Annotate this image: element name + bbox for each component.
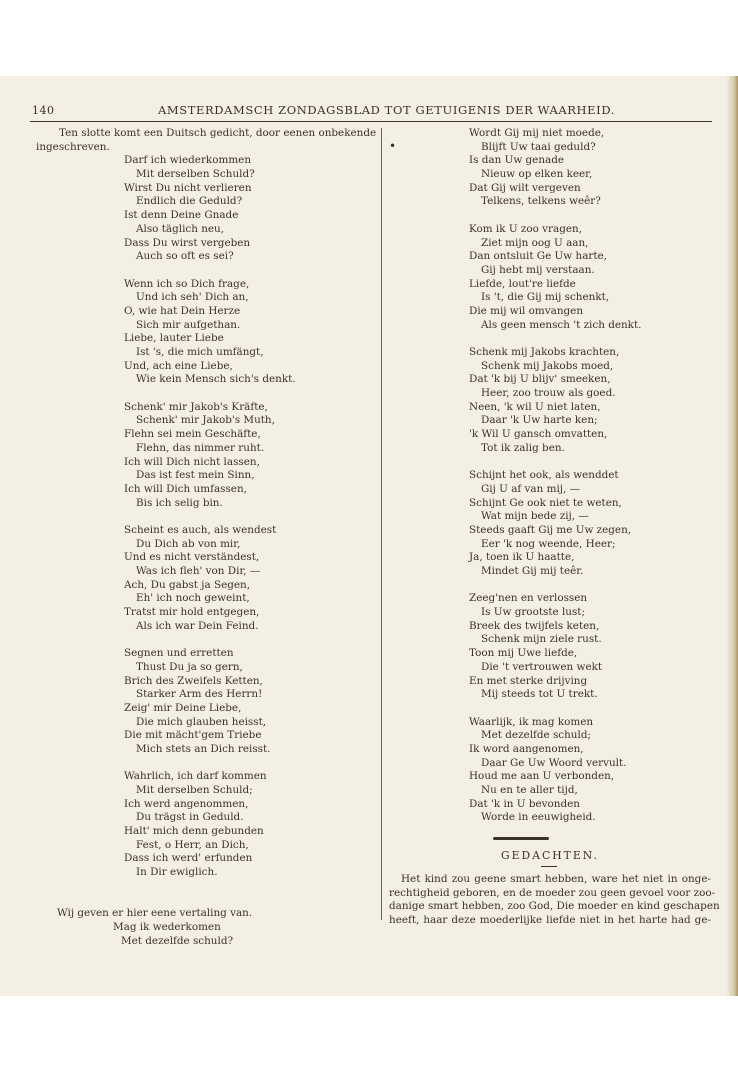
poem-line: Ach, Du gabst ja Segen, [124,578,251,591]
prose-line: rechtigheid geboren, en de moeder zou geen gevoel voor zoo- [389,886,716,899]
poem-line: Und ich seh' Dich an, [136,291,249,304]
stanza-gap [389,209,711,223]
poem-line: Gij U af van mij, — [481,482,581,495]
poem-line: Dass Du wirst vergeben [124,236,251,249]
stanza-gap [50,894,372,908]
poem-line: Flehn, das nimmer ruht. [136,441,265,454]
poem-line: Dass ich werd' erfunden [124,852,253,865]
poem-line: Ich werd angenommen, [124,797,249,810]
poem-line: Auch so oft es sei? [136,250,234,263]
running-head: AMSTERDAMSCH ZONDAGSBLAD TOT GETUIGENIS DER WAARHEID. [158,103,615,117]
stanza-gap [50,387,372,401]
poem-stanza [50,278,372,388]
poem-line: Ist denn Deine Gnade [124,209,239,222]
poem-stanza [389,346,711,456]
poem-line: Houd me aan U verbonden, [469,770,615,783]
poem-line: Wahrlich, ich darf kommen [124,770,267,783]
poem-line: Met dezelfde schuld; [481,729,591,742]
poem-line: Is dan Uw genade [469,154,565,167]
poem-line: Schijnt Ge ook niet te weten, [469,496,622,509]
poem-stanza [50,770,372,880]
poem-line: Die mij wil omvangen [469,304,584,317]
poem-line: Wenn ich so Dich frage, [124,277,250,290]
poem-line: Zeig' mir Deine Liebe, [124,701,242,714]
right-column [389,127,720,927]
stanza-gap [50,264,372,278]
poem-line: Toon mij Uwe liefde, [469,647,578,660]
poem-line: Blijft Uw taai geduld? [481,140,596,153]
poem-line: Wie kein Mensch sich's denkt. [136,373,296,386]
poem-line: Gij hebt mij verstaan. [481,263,595,276]
poem-line: Scheint es auch, als wendest [124,523,277,536]
poem-line: Daar Ge Uw Woord vervult. [481,756,627,769]
section-title: GEDACHTEN. [501,849,599,863]
poem-line: Wirst Du nicht verlieren [124,181,252,194]
poem-line: Neen, 'k wil U niet laten, [469,400,601,413]
poem-line: Du Dich ab von mir, [136,537,241,550]
poem-stanza [50,524,372,634]
poem-line: Starker Arm des Herrn! [136,688,263,701]
poem-line: Endlich die Geduld? [136,195,243,208]
poem-line: Schenk' mir Jakob's Kräfte, [124,400,268,413]
poem-line: Also täglich neu, [136,222,225,235]
poem-line: Ziet mijn oog U aan, [481,236,589,249]
intro-line: ingeschreven. [36,140,110,153]
poem-stanza [389,716,711,826]
poem-line: Daar 'k Uw harte ken; [481,414,598,427]
poem-line: Flehn sei mein Geschäfte, [124,428,261,441]
prose-line: danige smart hebben, zoo God, Die moeder en kind geschapen [389,900,720,913]
poem-line: Als geen mensch 't zich denkt. [481,318,642,331]
poem-stanza [50,154,372,264]
poem-line: Und es nicht verständest, [124,551,260,564]
poem-line: Tratst mir hold entgegen, [124,606,260,619]
poem-line: Was ich fleh' von Dir, — [136,565,261,577]
poem-line: Ich will Dich nicht lassen, [124,455,260,468]
poem-line: Eh' ich noch geweint, [136,592,250,605]
poem-line: Liebe, lauter Liebe [124,332,224,345]
poem-line: Mich stets an Dich reisst. [136,742,271,755]
poem-line: Dat 'k in U bevonden [469,797,580,810]
poem-line: Tot ik zalig ben. [481,441,565,454]
poem-line: Halt' mich denn gebunden [124,825,264,838]
poem-line: Schenk mijn ziele rust. [481,633,602,646]
poem-line: Mit derselben Schuld; [136,784,253,796]
page-edge-shadow [726,76,738,996]
prose-paragraph [389,873,720,927]
poem-line: Wat mijn bede zij, — [481,510,589,523]
stanza-gap [50,510,372,524]
poem-line: Mindet Gij mij teêr. [481,565,584,577]
poem-line: Bis ich selig bin. [136,496,223,509]
poem-line: Met dezelfde schuld? [121,934,234,947]
poem-line: En met sterke drijving [469,674,588,687]
page-number: 140 [32,104,55,117]
poem-stanza [50,401,372,511]
poem-line: Ja, toen ik U haatte, [469,551,575,564]
poem-line: Is 't, die Gij mij schenkt, [481,291,610,304]
newspaper-page [0,76,738,996]
left-column [36,127,377,948]
poem-line: Ist 's, die mich umfängt, [136,346,264,358]
poem-line: Brich des Zweifels Ketten, [124,674,263,687]
poem-line: Und, ach eine Liebe, [124,359,233,372]
poem-line: Heer, zoo trouw als goed. [481,387,616,400]
poem-stanza [389,592,711,702]
stanza-gap [389,332,711,346]
poem-line: Die 't vertrouwen wekt [481,660,603,673]
poem-line: 'k Wil U gansch omvatten, [469,428,608,441]
poem-line: Sich mir aufgethan. [136,318,241,331]
poem-line: Steeds gaaft Gij me Uw zegen, [469,523,632,536]
poem-line: Die mit mächt'gem Triebe [124,729,262,742]
poem-line: Schenk' mir Jakob's Muth, [136,414,275,427]
poem-line: Schijnt het ook, als wenddet [469,469,619,482]
poem-line: Nieuw op elken keer, [481,168,593,181]
stanza-gap [389,702,711,716]
poem-line: Is Uw grootste lust; [481,606,585,619]
bullet-mark: • [389,139,397,153]
poem-line: Worde in eeuwigheid. [481,811,596,824]
poem-line: Das ist fest mein Sinn, [136,469,255,482]
poem-line: Du trägst in Geduld. [136,811,244,824]
poem-stanza [389,469,711,579]
stanza-gap [50,633,372,647]
poem-line: Ich will Dich umfassen, [124,482,247,495]
poem-line: Ik word aangenomen, [469,742,584,755]
poem-line: Mag ik wederkomen [113,920,221,933]
poem-line: Segnen und erretten [124,647,234,660]
poem-stanza [50,647,372,757]
prose-line: Het kind zou geene smart hebben, ware het niet in onge- [401,873,711,886]
translation-intro: Wij geven er hier eene vertaling van. [57,907,253,920]
poem-line: Nu en te aller tijd, [481,784,578,796]
poem-line: Thust Du ja so gern, [136,660,243,673]
poem-line: Breek des twijfels keten, [469,619,600,632]
stanza-gap [389,456,711,470]
column-divider [381,128,382,920]
poem-line: Telkens, telkens weêr? [481,195,601,208]
poem-line: Dan ontsluit Ge Uw harte, [469,250,607,263]
header-rule [30,121,712,122]
poem-line: Mit derselben Schuld? [136,168,255,181]
intro-line: Ten slotte komt een Duitsch gedicht, door eenen onbekende [59,127,377,139]
poem-line: Eer 'k nog weende, Heer; [481,537,616,550]
poem-line: Dat 'k bij U blijv' smeeken, [469,373,611,386]
poem-line: Kom ik U zoo vragen, [469,222,582,235]
poem-line: Waarlijk, ik mag komen [469,715,594,728]
poem-line: Schenk mij Jakobs moed, [481,359,614,372]
section-ornament [493,837,549,840]
poem-line: Fest, o Herr, an Dich, [136,838,249,851]
stanza-gap [389,579,711,593]
poem-line: In Dir ewiglich. [136,866,218,879]
poem-stanza [389,223,711,333]
poem-stanza [389,127,711,209]
poem-line: Liefde, lout're liefde [469,277,576,290]
poem-line: O, wie hat Dein Herze [124,304,241,317]
poem-line: Die mich glauben heisst, [136,715,267,728]
poem-line: Darf ich wiederkommen [124,154,252,167]
poem-line: Als ich war Dein Feind. [136,619,259,632]
stanza-gap [50,880,372,894]
poem-line: Schenk mij Jakobs krachten, [469,346,620,358]
poem-line: Zeeg'nen en verlossen [469,592,588,605]
short-rule [541,866,557,867]
poem-line: Wordt Gij mij niet moede, [469,127,605,139]
prose-line: heeft, haar deze moederlijke liefde niet in het harte had ge- [389,913,711,926]
poem-line: Dat Gij wilt vergeven [469,181,581,194]
poem-line: Mij steeds tot U trekt. [481,688,598,701]
stanza-gap [50,757,372,771]
